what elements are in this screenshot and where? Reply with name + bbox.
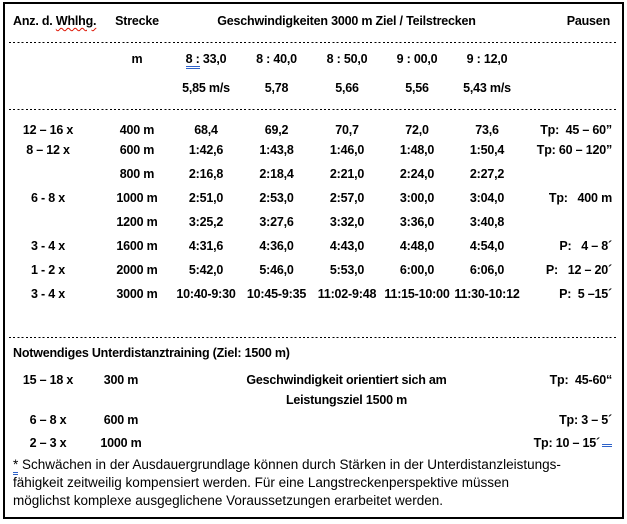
dashed-separator-row [5, 38, 622, 46]
time-cell: 3:36,0 [399, 215, 435, 229]
reps-cell: 6 – 8 x [29, 412, 67, 427]
training-table [5, 4, 622, 510]
time-cell: 5:53,0 [329, 263, 365, 277]
speed-row [5, 72, 622, 104]
footnote-asterisk-grammar-marked: * [13, 457, 18, 475]
time-cell: 6:06,0 [469, 263, 505, 277]
time-cell: 2:16,8 [188, 167, 224, 181]
section2-title: Notwendiges Unterdistanztraining (Ziel: 1500 m) [13, 346, 290, 360]
interval-row [5, 282, 622, 306]
time-cell: 3:25,2 [188, 215, 224, 229]
footnote-line1-text: Schwächen in der Ausdauergrundlage können durch Stärken in der Unterdistanzleistungs- [18, 457, 561, 472]
pause-cell: Tp: 3 – 5´ [559, 412, 612, 427]
time-cell: 3:00,0 [399, 191, 435, 205]
distance-cell: 1000 m [100, 435, 142, 450]
footnote-line: möglichst komplexe ausgeglichene Voraussetzungen erarbeitet werden. [13, 493, 444, 508]
reps-cell: 6 - 8 x [30, 191, 66, 205]
time-cell: 3:40,8 [469, 215, 505, 229]
grammar-mark [602, 442, 612, 447]
time-cell: 5:42,0 [188, 263, 224, 277]
pause-value: Tp: 10 – 15´ [533, 435, 600, 450]
time-cell: 4:31,6 [188, 239, 224, 253]
distance-cell: 1600 m [116, 239, 158, 253]
underdistance-row [5, 368, 622, 392]
target-time-cell: 9 : 00,0 [396, 52, 438, 66]
pause-cell [522, 210, 622, 234]
time-cell: 4:36,0 [259, 239, 294, 253]
speed-cell: 5,66 [335, 81, 359, 95]
underdistance-row [5, 408, 622, 431]
speed-cell: 5,43 m/s [463, 81, 511, 95]
time-cell: 3:27,6 [259, 215, 294, 229]
pause-cell: Tp: 400 m [548, 191, 612, 205]
time-cell: 1:46,0 [329, 143, 365, 157]
pause-cell: P: 5 –15´ [559, 287, 612, 301]
interval-row [5, 258, 622, 282]
interval-row [5, 234, 622, 258]
time-cell: 2:24,0 [399, 167, 435, 181]
header-reps-prefix: Anz. d. [13, 14, 56, 28]
training-table-frame [3, 2, 624, 519]
reps-cell [5, 162, 91, 186]
header-reps-misspelled: Whlhg. [55, 14, 97, 28]
dashed-separator [9, 109, 618, 110]
distance-cell: 600 m [119, 143, 155, 157]
reps-cell [5, 210, 91, 234]
time-cell: 2:27,2 [469, 167, 505, 181]
pause-cell: P: 12 – 20´ [545, 263, 612, 277]
interval-row [5, 186, 622, 210]
time-cell: 72,0 [405, 123, 429, 137]
distance-cell: 1000 m [116, 191, 158, 205]
target-times-row [5, 46, 622, 72]
time-cell: 3:32,0 [329, 215, 365, 229]
target-time-cell: 8 : 40,0 [256, 52, 297, 66]
distance-cell: 1200 m [116, 215, 158, 229]
pause-cell [522, 431, 622, 454]
reps-cell: 3 - 4 x [30, 287, 66, 301]
header-pausen: Pausen [566, 14, 610, 28]
time-cell: 68,4 [194, 123, 218, 137]
pause-cell [522, 162, 622, 186]
time-cell: 4:48,0 [399, 239, 435, 253]
time-cell: 10:40-9:30 [176, 287, 236, 301]
distance-cell: 800 m [119, 167, 155, 181]
time-cell: 2:21,0 [329, 167, 365, 181]
speed-cell: 5,56 [405, 81, 429, 95]
target-time-cell [171, 46, 241, 72]
time-cell: 2:57,0 [329, 191, 365, 205]
time-cell: 1:50,4 [469, 143, 505, 157]
header-strecke: Strecke [115, 14, 159, 28]
reps-cell: 2 – 3 x [29, 435, 67, 450]
time-cell: 4:54,0 [469, 239, 505, 253]
time-cell: 70,7 [335, 123, 359, 137]
footnote-row [5, 454, 622, 510]
time-cell: 1:43,8 [259, 143, 294, 157]
time-cell: 73,6 [475, 123, 499, 137]
time-cell: 4:43,0 [329, 239, 365, 253]
header-speeds-title: Geschwindigkeiten 3000 m Ziel / Teilstrecken [217, 14, 476, 28]
time-cell: 6:00,0 [399, 263, 435, 277]
reps-cell: 15 – 18 x [22, 373, 74, 387]
pause-cell: Tp: 45-60“ [549, 373, 612, 387]
time-cell: 1:42,6 [188, 143, 224, 157]
speed-cell: 5,85 m/s [182, 81, 230, 95]
speed-cell: 5,78 [264, 81, 289, 95]
speed-note-line2: Leistungsziel 1500 m [285, 393, 408, 407]
distance-cell: 2000 m [116, 263, 158, 277]
time-cell: 69,2 [264, 123, 289, 137]
time-cell: 1:48,0 [399, 143, 435, 157]
table-header-row [5, 4, 622, 38]
time-cell: 5:46,0 [259, 263, 294, 277]
pause-cell: Tp: 60 – 120” [536, 143, 612, 157]
reps-cell: 8 – 12 x [26, 143, 70, 157]
grammar-marked-text: 8 : [186, 52, 200, 69]
reps-cell: 1 - 2 x [30, 263, 66, 277]
dashed-separator [9, 42, 618, 43]
target-time-cell: 9 : 12,0 [466, 52, 508, 66]
pause-cell: Tp: 45 – 60” [540, 123, 612, 137]
distance-cell: 300 m [103, 373, 139, 387]
time-cell: 2:51,0 [188, 191, 224, 205]
reps-cell: 3 - 4 x [30, 239, 66, 253]
interval-row [5, 210, 622, 234]
time-cell: 11:02-9:48 [317, 287, 377, 301]
time-cell: 10:45-9:35 [246, 287, 307, 301]
header-reps [5, 4, 97, 38]
unit-cell: m [131, 52, 143, 66]
footnote-line [13, 456, 614, 474]
speed-note-line1: Geschwindigkeit orientiert sich am [246, 373, 447, 387]
underdistance-row-note [5, 392, 622, 408]
distance-cell: 3000 m [116, 287, 158, 301]
interval-row [5, 114, 622, 138]
footnote [5, 454, 622, 510]
dashed-separator-row [5, 306, 622, 338]
underdistance-row [5, 431, 622, 454]
dashed-separator-row [5, 104, 622, 114]
time-cell: 2:53,0 [259, 191, 294, 205]
interval-row [5, 162, 622, 186]
footnote-line: fähigkeit zeitweilig kompensiert werden. Für eine Langstreckenperspektive müssen [13, 475, 509, 490]
time-cell: 2:18,4 [259, 167, 294, 181]
target-time-rest: 33,0 [199, 52, 227, 66]
time-cell: 11:30-10:12 [454, 287, 520, 301]
reps-cell: 12 – 16 x [22, 123, 74, 137]
pause-cell: P: 4 – 8´ [559, 239, 612, 253]
target-time-cell: 8 : 50,0 [326, 52, 368, 66]
distance-cell: 600 m [103, 412, 139, 427]
time-cell: 3:04,0 [469, 191, 505, 205]
section2-title-row [5, 338, 622, 368]
distance-cell: 400 m [119, 123, 155, 137]
interval-row [5, 138, 622, 162]
time-cell: 11:15-10:00 [384, 287, 450, 301]
